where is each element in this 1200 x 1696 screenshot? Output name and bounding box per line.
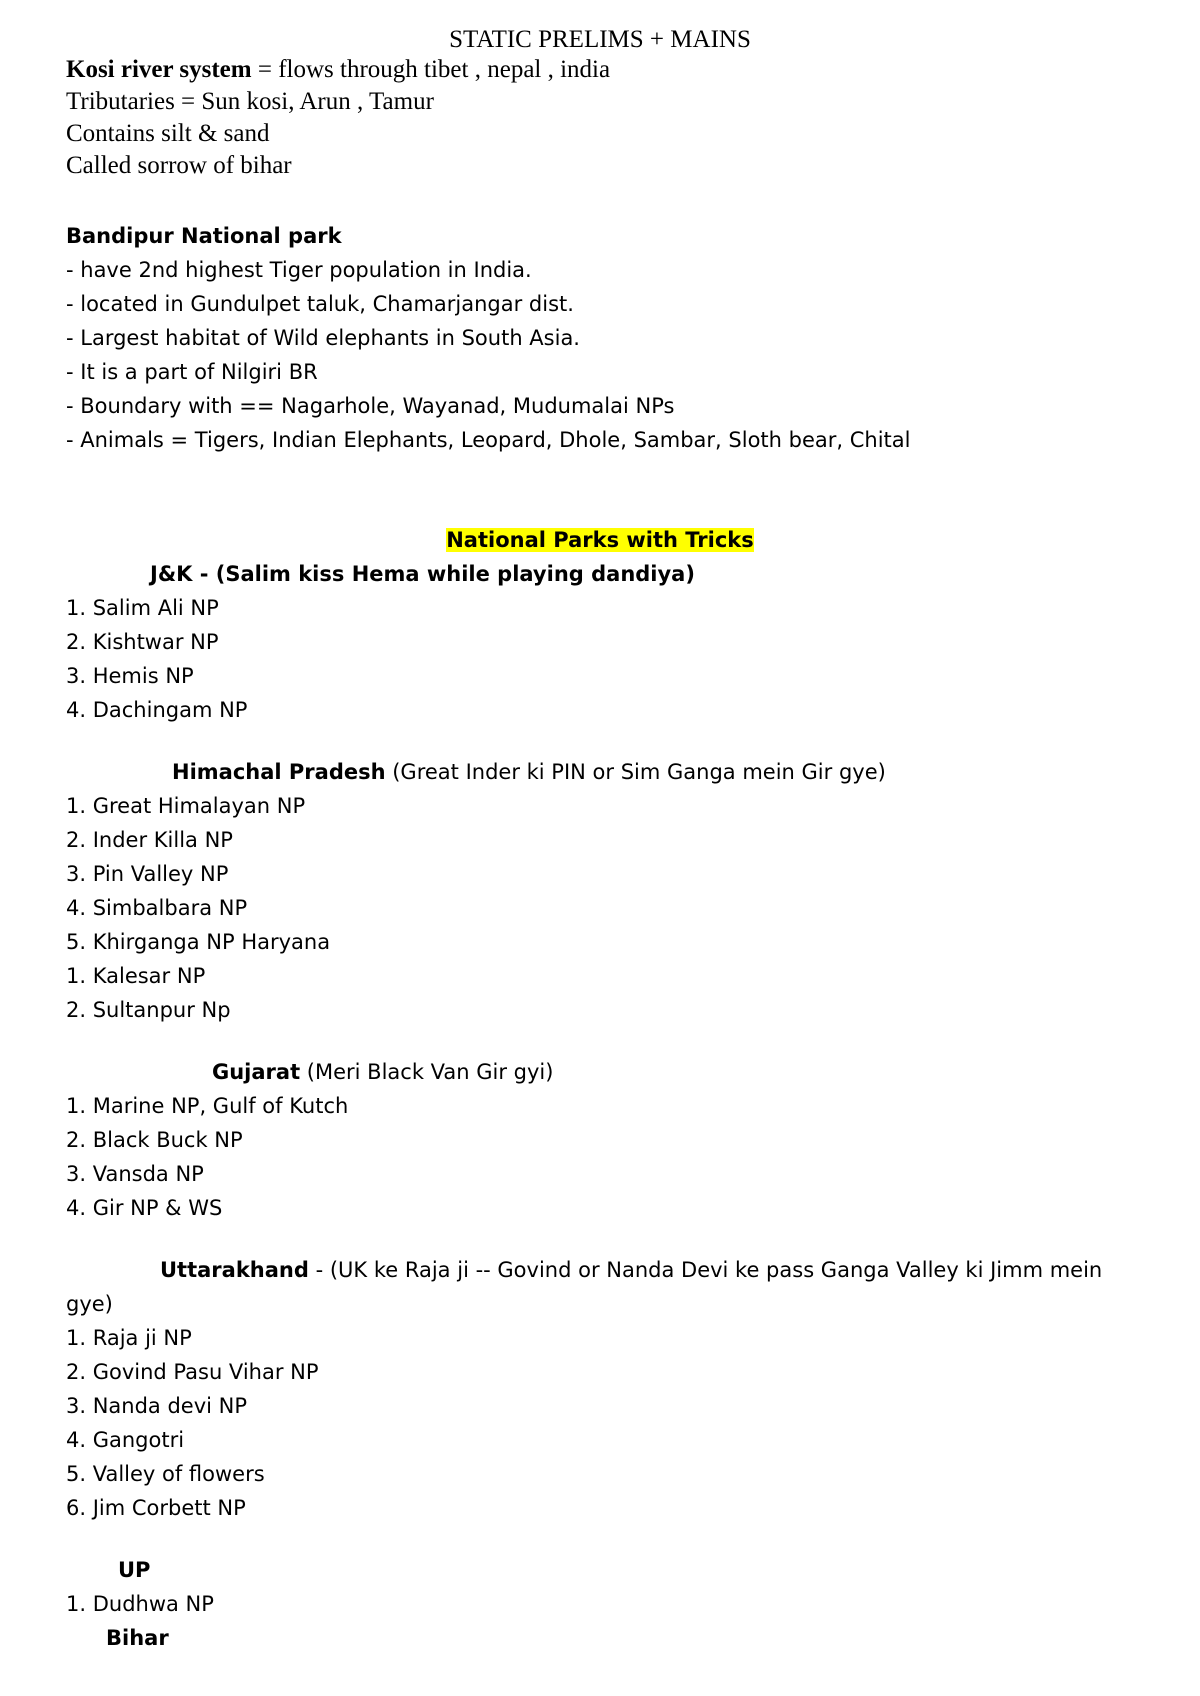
- uk-heading-line: [160, 1254, 1102, 1288]
- list-item: 6. Jim Corbett NP: [66, 1496, 246, 1520]
- hp-heading: Himachal Pradesh: [172, 760, 386, 784]
- national-parks-title-line: [0, 524, 1200, 558]
- list-item: 2. Govind Pasu Vihar NP: [66, 1360, 319, 1384]
- list-item: 1. Kalesar NP: [66, 964, 206, 988]
- list-item: 3. Pin Valley NP: [66, 862, 229, 886]
- uk-trick-continued: gye): [66, 1292, 113, 1316]
- list-item: 2. Sultanpur Np: [66, 998, 231, 1022]
- list-item: 1. Raja ji NP: [66, 1326, 192, 1350]
- list-item: 4. Dachingam NP: [66, 698, 248, 722]
- list-item: 1. Dudhwa NP: [66, 1592, 214, 1616]
- gujarat-heading-line: [212, 1056, 553, 1090]
- bandipur-point: - Boundary with == Nagarhole, Wayanad, Mudumalai NPs: [66, 394, 675, 418]
- bihar-heading: Bihar: [106, 1626, 169, 1650]
- uk-trick: - (UK ke Raja ji -- Govind or Nanda Devi ke pass Ganga Valley ki Jimm mein: [308, 1258, 1103, 1282]
- list-item: 2. Black Buck NP: [66, 1128, 243, 1152]
- list-item: 4. Gir NP & WS: [66, 1196, 223, 1220]
- gujarat-trick: (Meri Black Van Gir gyi): [300, 1060, 554, 1084]
- kosi-heading-line: [66, 54, 610, 86]
- list-item: 3. Vansda NP: [66, 1162, 204, 1186]
- bandipur-point: - located in Gundulpet taluk, Chamarjangar dist.: [66, 292, 574, 316]
- hp-trick: (Great Inder ki PIN or Sim Ganga mein Gir gye): [385, 760, 886, 784]
- national-parks-title: National Parks with Tricks: [446, 528, 754, 552]
- up-heading: UP: [118, 1558, 151, 1582]
- jk-heading: J&K - (Salim kiss Hema while playing dandiya): [150, 562, 695, 586]
- bandipur-point: - Animals = Tigers, Indian Elephants, Leopard, Dhole, Sambar, Sloth bear, Chital: [66, 428, 911, 452]
- kosi-line: Tributaries = Sun kosi, Arun , Tamur: [66, 88, 434, 115]
- kosi-heading-rest: = flows through tibet , nepal , india: [251, 56, 611, 83]
- gujarat-heading: Gujarat: [212, 1060, 301, 1084]
- list-item: 3. Hemis NP: [66, 664, 194, 688]
- bandipur-point: - have 2nd highest Tiger population in India.: [66, 258, 532, 282]
- bandipur-heading: Bandipur National park: [66, 224, 342, 248]
- kosi-heading: Kosi river system: [66, 56, 252, 83]
- list-item: 2. Inder Killa NP: [66, 828, 233, 852]
- list-item: 4. Simbalbara NP: [66, 896, 248, 920]
- list-item: 4. Gangotri: [66, 1428, 185, 1452]
- list-item: 1. Marine NP, Gulf of Kutch: [66, 1094, 349, 1118]
- page-title: STATIC PRELIMS + MAINS: [449, 26, 751, 53]
- list-item: 2. Kishtwar NP: [66, 630, 219, 654]
- hp-heading-line: [172, 756, 886, 790]
- list-item: 3. Nanda devi NP: [66, 1394, 248, 1418]
- list-item: 1. Great Himalayan NP: [66, 794, 306, 818]
- list-item: 5. Khirganga NP Haryana: [66, 930, 331, 954]
- list-item: 5. Valley of flowers: [66, 1462, 265, 1486]
- kosi-line: Called sorrow of bihar: [66, 152, 292, 179]
- kosi-line: Contains silt & sand: [66, 120, 270, 147]
- bandipur-point: - Largest habitat of Wild elephants in South Asia.: [66, 326, 580, 350]
- uk-heading: Uttarakhand: [160, 1258, 309, 1282]
- list-item: 1. Salim Ali NP: [66, 596, 219, 620]
- bandipur-point: - It is a part of Nilgiri BR: [66, 360, 318, 384]
